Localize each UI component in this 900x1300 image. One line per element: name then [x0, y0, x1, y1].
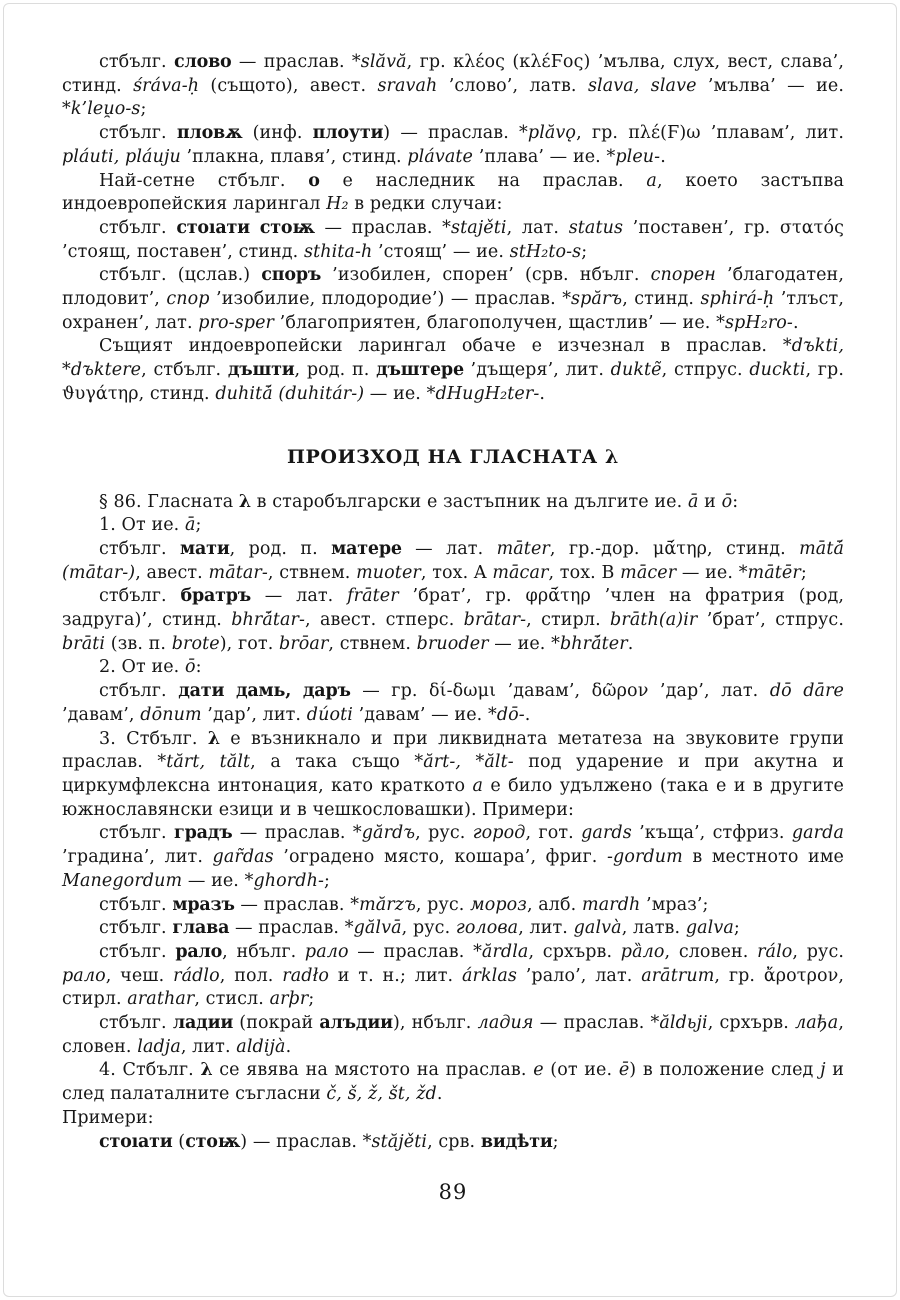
paragraph	[62, 514, 844, 538]
text-run: ’благодатен, плодовит’,	[62, 265, 844, 310]
italic-term: duhitā́ (duhitár-)	[215, 383, 365, 404]
italic-term: dúoti	[306, 704, 353, 725]
text-run: , пол.	[219, 965, 283, 986]
text-run: .	[627, 633, 634, 654]
italic-term: ā	[185, 515, 196, 536]
paragraph	[62, 941, 844, 1012]
text-run: ’градина’, лит.	[62, 847, 213, 868]
italic-term: рало	[304, 941, 349, 962]
old-bulgarian-word: стоѭ	[185, 1131, 241, 1152]
text-run: , гр. κλέος (κλέϜος) ’мълва, слух, вест, слава’, стинд.	[62, 52, 844, 96]
text-run: , чеш.	[105, 965, 174, 986]
italic-term: árklas	[461, 965, 517, 986]
text-run: ’давам’ — ие.	[352, 704, 488, 725]
italic-term: -gordum	[607, 847, 683, 868]
italic-term: dōnum	[140, 704, 202, 725]
text-run: е било удължено (така е и в другите южнославянски езици и в чешкословашки). Примери:	[62, 775, 844, 820]
text-run: ’изобилие, плодородие’) — праслав.	[209, 289, 563, 310]
italic-term: город	[472, 823, 526, 844]
text-run: стбълг.	[99, 1013, 173, 1034]
italic-term: arātrum	[641, 965, 715, 986]
text-run: — праслав.	[533, 1013, 651, 1034]
italic-term: brote	[171, 633, 220, 654]
italic-term: ра̏ло	[620, 941, 665, 962]
text-run: , гр. ἄροτρον, стирл.	[62, 965, 844, 1010]
text-run: ’дъщеря’, лит.	[463, 360, 611, 381]
italic-term: slava, slave	[587, 75, 697, 96]
text-run: , стбълг.	[141, 360, 228, 381]
text-run: ;	[552, 1131, 559, 1152]
old-bulgarian-word: стоıати	[99, 1131, 173, 1152]
text-run: , тох. B	[548, 562, 621, 583]
italic-term: *ărt-, *ălt-	[414, 752, 514, 773]
text-run: ;	[733, 918, 740, 939]
text-run: — праслав.	[348, 941, 474, 962]
paragraph	[62, 728, 844, 823]
italic-term: galva	[685, 918, 734, 939]
paragraph	[62, 335, 844, 406]
italic-term: *spH₂ro-	[716, 312, 793, 333]
italic-term: plávate	[407, 146, 474, 167]
italic-term: brōar	[279, 633, 329, 654]
text-run: , стисл.	[194, 989, 270, 1010]
text-run: , лат.	[506, 217, 569, 238]
old-bulgarian-word: дати дамь, даръ	[178, 681, 351, 702]
text-run: .	[660, 146, 666, 167]
text-run: , а така също	[250, 752, 415, 773]
text-run: ’поставен’, гр. στατός ’стоящ, поставен’, стинд.	[62, 217, 844, 262]
text-run: (същото), авест.	[199, 75, 378, 96]
paragraph	[62, 894, 844, 918]
text-run: , словен.	[62, 1013, 844, 1057]
text-run: — праслав.	[314, 217, 443, 238]
text-run: , гр.-дор. μᾱ́τηρ, стинд.	[549, 538, 800, 559]
old-bulgarian-word: видѣти	[480, 1131, 553, 1152]
text-run: ’изобилен, спорен’ (срв. нбълг.	[321, 265, 651, 286]
text-run: , което застъпва индоевропейския ларингал	[62, 170, 844, 215]
text-run: , рус.	[401, 918, 456, 939]
italic-term: duckti	[749, 360, 806, 381]
italic-term: мороз	[470, 894, 527, 915]
italic-term: pláuti, pláuju	[62, 146, 181, 167]
italic-term: голова	[455, 918, 519, 939]
italic-term: ō	[185, 657, 196, 678]
text-run: стбълг.	[99, 217, 177, 238]
text-run: стбълг.	[99, 52, 175, 72]
text-run: и т. н.; лит.	[328, 965, 462, 986]
italic-term: bruoder	[416, 633, 489, 654]
paragraph	[62, 491, 844, 515]
italic-term: e	[533, 1060, 544, 1081]
text-run: — праслав.	[229, 918, 345, 939]
text-run: и след палаталните съгласни	[62, 1060, 845, 1105]
italic-term: bhrā́tar-	[231, 610, 306, 631]
italic-term: arþr	[269, 989, 309, 1010]
italic-term: лађа	[795, 1013, 839, 1034]
text-run: — лат.	[251, 586, 348, 607]
italic-term: aldijà	[236, 1036, 286, 1057]
text-run: Примери:	[62, 1107, 154, 1128]
italic-term: sphirá-ḥ	[700, 289, 775, 310]
text-run: , стпрус.	[661, 360, 750, 381]
italic-term: *dHugH₂ter-	[426, 383, 540, 404]
text-run: ;	[581, 241, 588, 262]
old-bulgarian-word: споръ	[261, 265, 322, 286]
text-run: 1. От ие.	[99, 515, 185, 536]
paragraph	[62, 122, 844, 169]
text-run: — ие.	[364, 383, 427, 404]
italic-term: ē	[618, 1060, 630, 1081]
text-run: е наследник на праслав.	[319, 170, 647, 191]
text-run: , словен.	[664, 941, 758, 962]
paragraph	[62, 585, 844, 656]
text-run: стбълг.	[99, 941, 176, 962]
italic-term: rádlo	[173, 965, 220, 986]
italic-term: radło	[282, 965, 329, 986]
italic-term: *stajěti	[442, 217, 507, 238]
italic-term: mācar	[492, 562, 549, 583]
text-run: , рус.	[792, 941, 845, 962]
paragraph	[62, 822, 844, 893]
text-run: под ударение и при акутна и циркумфлексна интонация, като краткото	[62, 752, 845, 796]
old-bulgarian-word: дъшти	[227, 360, 295, 381]
text-run: ’стоящ’ — ие.	[372, 241, 510, 262]
paragraph	[62, 170, 844, 217]
section-paragraphs	[62, 491, 844, 1155]
italic-term: H₂	[326, 194, 349, 215]
old-bulgarian-word: глава	[172, 918, 230, 939]
italic-term: *gărdъ	[352, 823, 416, 844]
italic-term: *ăldьji	[650, 1013, 708, 1034]
text-run: ’тлъст, охранен’, лат.	[62, 289, 844, 333]
italic-term: śráva-ḥ	[133, 75, 200, 96]
italic-term: mardh	[582, 894, 641, 915]
italic-term: sravah	[377, 75, 438, 96]
text-run: ) — праслав.	[240, 1131, 363, 1152]
text-run: — праслав.	[231, 52, 352, 72]
paragraph	[62, 51, 844, 122]
text-run: , гот.	[525, 823, 582, 844]
italic-term: a	[646, 170, 657, 191]
text-run: , латв.	[621, 918, 686, 939]
text-run: ’дар’, лит.	[201, 704, 307, 725]
text-run: ’мълва’ — ие.	[696, 75, 844, 96]
italic-term: a	[472, 775, 484, 796]
text-run: ) — праслав.	[383, 123, 520, 144]
paragraph	[62, 1107, 844, 1131]
text-run: , авест.	[135, 562, 209, 583]
text-run: .	[436, 1084, 443, 1105]
text-run: 4. Стбълг.	[99, 1060, 201, 1081]
text-run: (	[172, 1131, 186, 1152]
italic-term: спор	[166, 289, 210, 310]
italic-term: pro-sper	[198, 312, 275, 333]
text-run: ’слово’, латв.	[437, 75, 588, 96]
text-run: стбълг.	[99, 894, 173, 915]
old-bulgarian-word: плоути	[312, 123, 384, 144]
text-run: — праслав.	[232, 823, 353, 844]
italic-term: č, š, ž, št, žd	[326, 1084, 437, 1105]
text-run: , рус.	[415, 894, 471, 915]
italic-term: gar̃das	[212, 847, 274, 868]
italic-term: status	[568, 217, 624, 238]
text-run: в местното име	[682, 847, 844, 868]
text-run: ;	[800, 562, 807, 583]
paragraph	[62, 538, 844, 585]
old-bulgarian-word: λ	[200, 1060, 213, 1081]
text-run: се явява на мястото на праслав.	[212, 1060, 534, 1081]
italic-term: рало	[62, 965, 106, 986]
old-bulgarian-word: λ	[238, 491, 251, 512]
text-run: в редки случаи:	[348, 194, 503, 215]
text-run: ’мраз’;	[640, 894, 709, 915]
italic-term: *k’leu̯o-s	[62, 99, 141, 120]
italic-term: brāti	[62, 633, 106, 654]
old-bulgarian-word: пловѫ	[176, 123, 243, 144]
text-run: , лит.	[180, 1036, 237, 1057]
italic-term: *pleu-	[606, 146, 661, 167]
italic-term: frāter	[347, 586, 399, 607]
italic-term: māter	[496, 538, 550, 559]
text-run: стбълг.	[99, 823, 175, 844]
text-run: , стирл.	[526, 610, 611, 631]
italic-term: mātar-	[208, 562, 268, 583]
text-run: стбълг.	[99, 681, 179, 702]
text-run: 2. От ие.	[99, 657, 185, 678]
page-number: 89	[438, 1180, 468, 1205]
italic-term: *ărdla	[473, 941, 529, 962]
paragraph	[62, 680, 844, 727]
text-run: и	[698, 491, 722, 512]
text-run: ’рало’, лат.	[516, 965, 642, 986]
text-run: § 86. Гласната	[99, 491, 239, 512]
text-run: (покрай	[233, 1013, 320, 1034]
text-run: :	[195, 657, 202, 678]
text-run: , род. п.	[229, 538, 332, 559]
old-bulgarian-word: о	[308, 170, 320, 191]
paragraph	[62, 656, 844, 680]
old-bulgarian-word: матере	[331, 538, 402, 559]
text-run: , алб.	[526, 894, 582, 915]
old-bulgarian-word: слово	[174, 52, 232, 72]
italic-term: brātar-	[463, 610, 527, 631]
italic-term: duktẽ	[610, 360, 662, 381]
text-run: (инф.	[242, 123, 313, 144]
text-run: , ствнем.	[267, 562, 357, 583]
text-run: — гр. δί-δωμι ’давам’, δῶρον ’дар’, лат.	[350, 681, 770, 702]
italic-term: *dō-	[487, 704, 525, 725]
text-run: .	[285, 1036, 292, 1057]
italic-term: *mātēr	[738, 562, 801, 583]
old-bulgarian-word: градъ	[174, 823, 233, 844]
paragraph	[62, 1131, 844, 1155]
paragraph	[62, 1059, 844, 1106]
text-run: ’благоприятен, благополучен, щастлив’ — ие.	[274, 312, 717, 333]
italic-term: *gălvā	[344, 918, 402, 939]
text-run: ’брат’, гр. φρᾱ́τηρ ’член на фратрия (род, задруга)’, стинд.	[62, 586, 844, 631]
text-run: , гр. πλέ(Ϝ)ω ’плавам’, лит.	[576, 123, 844, 144]
paragraph	[62, 917, 844, 941]
text-run: , лит.	[518, 918, 574, 939]
text-run: ;	[140, 99, 147, 120]
text-run: стбълг. (цслав.)	[99, 265, 262, 286]
paragraph	[62, 264, 844, 335]
text-run: (зв. п.	[105, 633, 172, 654]
italic-term: ō	[721, 491, 733, 512]
text-run: — лат.	[401, 538, 497, 559]
old-bulgarian-word: ладии	[172, 1013, 234, 1034]
text-run: — ие.	[182, 870, 245, 891]
text-run: , ствнем.	[328, 633, 417, 654]
text-run: , авест. стперс.	[305, 610, 464, 631]
text-run: , срв.	[427, 1131, 481, 1152]
text-run: стбълг.	[99, 586, 181, 607]
text-run: (от ие.	[543, 1060, 619, 1081]
italic-term: *slăvă	[351, 52, 407, 72]
text-run: ’оградено място, кошара’, фриг.	[273, 847, 607, 868]
text-run: .	[792, 312, 799, 333]
text-run: Най-сетне стбълг.	[99, 170, 309, 191]
text-run: е възникнало и при ликвидната метатеза на звуковите групи праслав.	[62, 728, 844, 773]
old-bulgarian-word: мразъ	[172, 894, 235, 915]
old-bulgarian-word: братръ	[180, 586, 252, 607]
italic-term: gards	[581, 823, 632, 844]
italic-term: Manegordum	[62, 870, 183, 891]
text-run: ’давам’,	[62, 704, 141, 725]
text-run: ) в положение след	[629, 1060, 821, 1081]
italic-term: mācer	[620, 562, 677, 583]
text-run: в старобългарски е застъпник на дългите ие.	[251, 491, 688, 512]
italic-term: ā	[687, 491, 699, 512]
text-run: :	[732, 491, 739, 512]
italic-term: *spărъ	[562, 289, 623, 310]
text-run: ’плакна, плавя’, стинд.	[180, 146, 408, 167]
italic-term: rálo	[757, 941, 793, 962]
text-run: , тох. A	[420, 562, 493, 583]
italic-term: *plăvǫ	[519, 123, 577, 144]
paragraph	[62, 1012, 844, 1059]
italic-term: galvà	[573, 918, 622, 939]
old-bulgarian-word: алъдии	[319, 1013, 393, 1034]
text-run: .	[524, 704, 531, 725]
text-run: , нбълг.	[222, 941, 305, 962]
italic-term: ladja	[137, 1036, 181, 1057]
text-run: ;	[323, 870, 330, 891]
text-run: 3. Стбълг.	[99, 728, 208, 749]
text-run: , срхърв.	[528, 941, 621, 962]
italic-term: *ghordh-	[244, 870, 324, 891]
text-run: ), нбълг.	[392, 1013, 478, 1034]
old-bulgarian-word: λ	[207, 728, 220, 749]
paragraph	[62, 217, 844, 264]
text-run: — праслав.	[234, 894, 351, 915]
old-bulgarian-word: мати	[180, 538, 230, 559]
italic-term: brāth(a)ir	[610, 610, 698, 631]
italic-term: *dъkti, *dъktere	[62, 336, 844, 381]
section-heading: ПРОИЗХОД НА ГЛАСНАТА λ	[287, 445, 619, 468]
section-end-paragraphs	[62, 51, 844, 407]
text-run: ’плава’ — ие.	[473, 146, 607, 167]
text-run: , рус.	[415, 823, 473, 844]
italic-term: *stăjěti	[362, 1131, 428, 1152]
italic-term: garda	[791, 823, 844, 844]
text-run: — ие.	[488, 633, 552, 654]
italic-term: *bhrā́ter	[551, 633, 628, 654]
text-run: стбълг.	[99, 123, 177, 144]
italic-term: stH₂to-s	[509, 241, 582, 262]
old-bulgarian-word: стоıати стоѭ	[176, 217, 315, 238]
italic-term: dō dāre	[769, 681, 845, 702]
text-run: , род. п.	[294, 360, 377, 381]
old-bulgarian-word: дъштере	[376, 360, 464, 381]
old-bulgarian-word: рало	[175, 941, 223, 962]
italic-term: ладия	[477, 1013, 534, 1034]
italic-term: спорен	[650, 265, 716, 286]
text-run: стбълг.	[99, 538, 181, 559]
text-run: ’къща’, стфриз.	[631, 823, 792, 844]
text-run: , стинд.	[622, 289, 701, 310]
italic-term: j	[820, 1060, 826, 1081]
text-run: ), гот.	[219, 633, 280, 654]
text-run: — ие.	[676, 562, 739, 583]
text-run: , срхърв.	[707, 1013, 795, 1034]
text-run: Същият индоевропейски ларингал обаче е изчезнал в праслав.	[99, 336, 783, 357]
text-run: ;	[308, 989, 315, 1010]
italic-term: muoter	[356, 562, 421, 583]
italic-term: sthita-h	[304, 241, 373, 262]
italic-term: arathar	[127, 989, 195, 1010]
italic-term: mātā́ (mātar-)	[62, 538, 844, 583]
text-run: ;	[195, 515, 202, 536]
text-run: .	[539, 383, 546, 404]
italic-term: *mărzъ	[350, 894, 416, 915]
text-run: , гр. ϑυγάτηρ, стинд.	[62, 360, 844, 404]
italic-term: *tărt, tălt	[157, 752, 251, 773]
text-run: ’брат’, стпрус.	[697, 610, 844, 631]
text-run: стбълг.	[99, 918, 173, 939]
